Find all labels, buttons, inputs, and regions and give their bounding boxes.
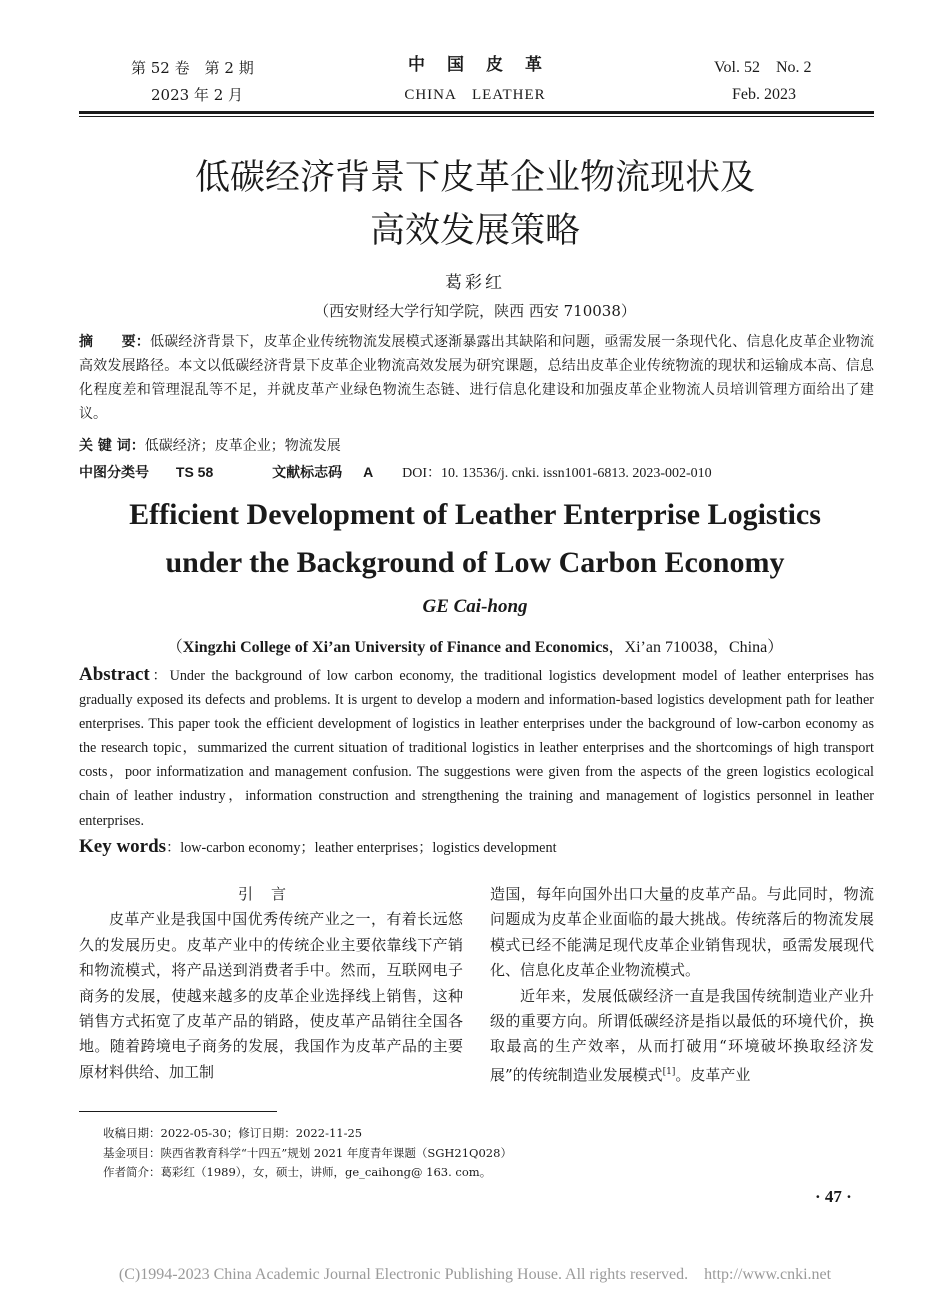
body-paragraph [490,984,874,1089]
keywords-en [79,835,874,860]
abstract-cn-text: 低碳经济背景下，皮革企业传统物流发展模式逐渐暴露出其缺陷和问题，亟需发展一条现代化、信息化皮革企业物流高效发展路径。本文以低碳经济背景下皮革企业物流高效发展为研究课题，总结出皮革企业传统物流的现状和运输成本高、信息化程度差和管理混乱等不足，并就皮革产业绿色物流生态链、进行信息化建设和加强皮革企业物流人员培训管理方面给出了建议。 [79,334,874,422]
clc-value: TS 58 [175,464,214,480]
keywords-cn-label: 关 键 词： [79,438,145,454]
affiliation-en [0,634,950,657]
classification-line [79,462,874,484]
affiliation-en-institution: Xingzhi College of Xi’an University of Finance and Economics [182,639,609,656]
affiliation-cn: （西安财经大学行知学院，陕西 西安 710038） [314,302,636,320]
body-right-column [490,882,874,1088]
clc-label: 中图分类号 [79,465,149,481]
header-date-en: Feb. 2023 [732,86,796,103]
page-number: · 47 · [815,1187,852,1206]
title-en-line1: Efficient Development of Leather Enterprise Logistics [129,498,821,531]
header-rule-thick [79,111,874,114]
doi: DOI：10. 13536/j. cnki. issn1001-6813. 2023-002-010 [402,466,712,481]
body-left-column [79,882,463,1085]
citation-ref[interactable]: [1] [662,1066,676,1077]
author-cn: 葛彩红 [445,273,505,293]
body-paragraph-text: 近年来，发展低碳经济一直是我国传统制造业产业升级的重要方向。所谓低碳经济是指以最低的环境代价，换取最高的生产效率，从而打破用“环境破坏换取经济发展”的传统制造业发展模式 [490,986,874,1084]
header-date-cn: 2023 年 2 月 [151,86,244,104]
keywords-cn-text: 低碳经济；皮革企业；物流发展 [144,438,341,454]
affiliation-en-open: （ [166,639,183,656]
keywords-en-label: Key words [79,836,167,857]
header-journal-cn: 中国皮革 [408,55,564,75]
body-paragraph-tail: 。皮革产业 [675,1065,751,1084]
title-en-line2: under the Background of Low Carbon Economy [165,546,785,579]
header-vol-issue-en: Vol. 52 No. 2 [714,59,812,76]
footnote-author-bio: 作者简介：葛彩红（1989），女，硕士，讲师，ge_caihong@ 163. com。 [103,1165,492,1179]
header-vol-issue-cn: 第 52 卷 第 2 期 [131,59,254,77]
affiliation-en-location: ，Xi’an 710038，China [608,639,768,656]
copyright-notice: (C)1994-2023 China Academic Journal Electronic Publishing House. All rights reserved. http://www.cnki.net [118,1266,832,1283]
keywords-en-text: ：low-carbon economy；leather enterprises；logistics development [166,840,557,856]
title-cn-line1: 低碳经济背景下皮革企业物流现状及 [194,158,755,198]
author-en: GE Cai-hong [422,596,528,617]
footnote-received: 收稿日期：2022-05-30；修订日期：2022-11-25 [103,1126,363,1140]
doc-code-value: A [363,464,374,480]
abstract-cn [79,330,874,426]
title-cn-line2: 高效发展策略 [369,211,580,251]
footnote-fund: 基金项目：陕西省教育科学“十四五”规划 2021 年度青年课题（SGH21Q028） [103,1146,512,1160]
keywords-cn [79,436,874,456]
abstract-en-text: ：Under the background of low carbon economy, the traditional logistics development model of leather enterprises has gradually exposed its defects and problems. It is urgent to develop a modern and information-based logistics development path for leather enterprises. This paper took the efficient development of logistics in leather enterprises under the background of low-carbon economy as the research topic，summarized the current situation of traditional logistics in leather enterprises and the shortcomings of high transport costs，poor informatization and management confusion. The suggestions were given from the aspects of the green logistics ecological chain of leather industry，information construction and strengthening the training and management of logistics personnel in leather enterprises. [79,668,874,829]
body-paragraph: 皮革产业是我国中国优秀传统产业之一，有着长远悠久的发展历史。皮革产业中的传统企业主要依靠线下产销和物流模式，将产品送到消费者手中。然而，互联网电子商务的发展，使越来越多的皮革企业选择线上销售，这种销售方式拓宽了皮革产品的销路，使皮革产品销往全国各地。随着跨境电子商务的发展，我国作为皮革产品的主要原材料供给、加工制 [79,910,463,1081]
header-journal-en: CHINA LEATHER [404,87,546,103]
doc-code-label: 文献标志码 [272,465,343,481]
footnote-rule [79,1111,277,1112]
affiliation-en-close: ） [767,639,784,656]
abstract-en [79,663,874,833]
abstract-cn-label: 摘 要： [79,334,150,350]
abstract-en-label: Abstract [79,664,150,685]
body-paragraph-continued: 造国，每年向国外出口大量的皮革产品。与此同时，物流问题成为皮革企业面临的最大挑战。传统落后的物流发展模式已经不能满足现代皮革企业销售现状，亟需发展现代化、信息化皮革企业物流模式。 [490,885,874,980]
header-rule-thin [79,116,874,117]
section-heading-intro: 引言 [237,885,304,903]
